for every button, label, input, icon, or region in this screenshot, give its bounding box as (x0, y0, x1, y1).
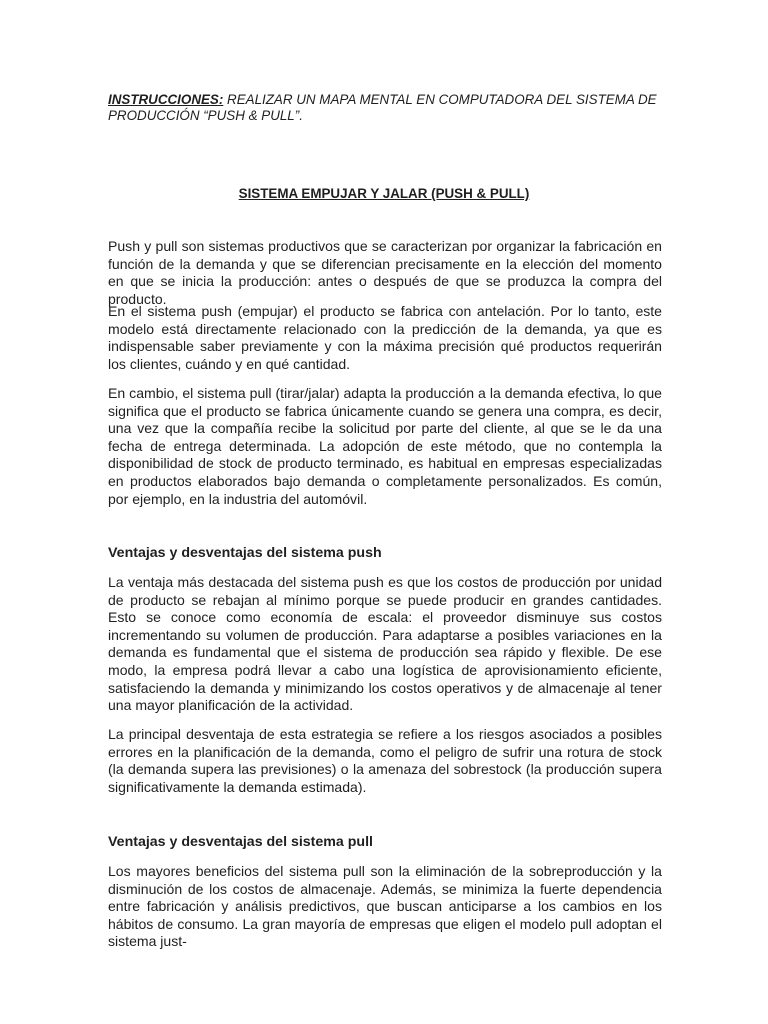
instructions-text: REALIZAR UN MAPA MENTAL EN COMPUTADORA DEL SISTEMA DE PRODUCCIÓN “PUSH & PULL”. (108, 92, 657, 123)
push-disadvantages-paragraph: La principal desventaja de esta estrategia se refiere a los riesgos asociados a posibles errores en la planificación de la demanda, como el peligro de sufrir una rotura de stock (la demanda supera las previsiones) o la amenaza del sobrestock (la producción supera significativamente la demanda estimada). (108, 726, 662, 795)
document-title: SISTEMA EMPUJAR Y JALAR (PUSH & PULL) (238, 186, 530, 201)
pull-definition-paragraph: En cambio, el sistema pull (tirar/jalar) adapta la producción a la demanda efectiva, lo que significa que el producto se fabrica únicamente cuando se genera una compra, es decir, una vez que la compañía recibe la solicitud por parte del cliente, al que se le da una fecha de entrega determinada. La adopción de este método, que no contempla la disponibilidad de stock de producto terminado, es habitual en empresas especializadas en productos elaborados bajo demanda o completamente personalizados. Es común, por ejemplo, en la industria del automóvil. (108, 385, 662, 507)
push-section-heading: Ventajas y desventajas del sistema push (108, 545, 382, 561)
intro-paragraph: Push y pull son sistemas productivos que se caracterizan por organizar la fabricación en función de la demanda y que se diferencian precisamente en la elección del momento en que se inicia la producción: antes o después de que se produzca la compra del producto. (108, 238, 662, 307)
push-definition-paragraph: En el sistema push (empujar) el producto se fabrica con antelación. Por lo tanto, este modelo está directamente relacionado con la predicción de la demanda, ya que es indispensable saber previamente y con la máxima precisión qué productos requerirán los clientes, cuándo y en qué cantidad. (108, 303, 662, 372)
pull-advantages-paragraph: Los mayores beneficios del sistema pull son la eliminación de la sobreproducción y la disminución de los costos de almacenaje. Además, se minimiza la fuerte dependencia entre fabricación y análisis predictivos, que buscan anticiparse a los cambios en los hábitos de consumo. La gran mayoría de empresas que eligen el modelo pull adoptan el sistema just- (108, 863, 662, 950)
push-advantages-paragraph: La ventaja más destacada del sistema push es que los costos de producción por unidad de producto se rebajan al mínimo porque se puede producir en grandes cantidades. Esto se conoce como economía de escala: el proveedor disminuye sus costos incrementando su volumen de producción. Para adaptarse a posibles variaciones en la demanda es fundamental que el sistema de producción sea rápido y flexible. De ese modo, la empresa podrá llevar a cabo una logística de aprovisionamiento eficiente, satisfaciendo la demanda y minimizando los costos operativos y de almacenaje al tener una mayor planificación de la actividad. (108, 574, 662, 714)
instructions (108, 92, 668, 124)
instructions-label: INSTRUCCIONES: (108, 92, 224, 107)
pull-section-heading: Ventajas y desventajas del sistema pull (108, 834, 373, 850)
